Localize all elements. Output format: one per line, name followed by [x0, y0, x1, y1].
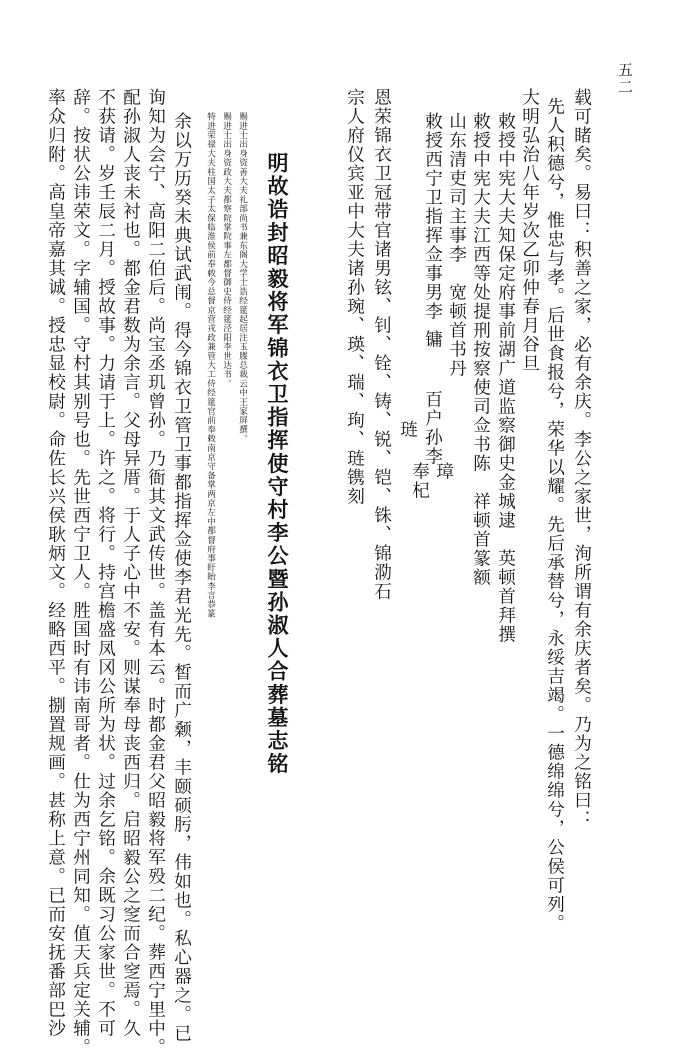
text-column: 率众归附。高皇帝嘉其诚。授忠显校尉。命佐长兴侯耿炳文。经略西平。捌置规画。甚称上意。已而安抚番部巴沙: [45, 88, 66, 1038]
credit-line: 特进荣禄大夫柱国太子太保临淮侯前奉敕今总督京营戎政兼管大工侍经筵官前奉敕南京守备掌两京左中都督府事盱眙李言恭篆: [205, 112, 216, 618]
credit-line: 赐进士出身资政大夫都察院掌院事左都督御史侍经筵泾阳李世达书。: [221, 112, 232, 388]
text-column: 敕授中宪大夫知保定府事前湖广道监察御史金城逮 英顿首拜撰: [495, 112, 516, 644]
credit-line: 赐进士出身资善大夫礼部尚书兼东阁大学士诰经筵起居注玉牒总裁云中王家屏撰。: [237, 112, 248, 444]
text-column: 敕授西宁卫指挥佥事男李: [422, 112, 443, 321]
name-yong: 镛: [422, 330, 443, 348]
name-lian: 琏: [397, 420, 418, 438]
text-column: 敕授中宪大夫江西等处提刑按察使司佥书陈 祥顿首篆额: [470, 112, 491, 587]
text-column: 宗人府仪宾亚中大夫诸孙琬、瑛、瑞、珣、琏镌刻: [344, 88, 365, 506]
text-column: 载可睹矣。易曰：积善之家，必有余庆。李公之家世，洵所谓有余庆者矣。乃为之铭曰：: [571, 88, 592, 829]
text-column: 辞。按状公讳荣文。字辅国。守村其别号也。先世西宁卫人。胜国时有讳南哥者。仕为西宁州同知。值天兵定关辅。: [70, 88, 91, 1057]
name-zhang: 璋: [433, 462, 454, 480]
text-column: 配孙淑人丧未衬也。都金君数为余言。父母异厝。于人子心中不安。则谋奉母丧西归。启昭毅公之窆而合窆焉。久: [120, 88, 141, 1038]
text-column: 山东清吏司主事李 宽顿首书丹: [446, 112, 467, 378]
page-title: 明故诰封昭毅将军锦衣卫指挥使守村李公暨孙淑人合葬墓志铭: [265, 152, 290, 776]
text-column: 余以万历癸未典试武闱。得今锦衣卫管卫事都指挥佥使李君光先。皙而广颡，丰颐硕肟，伟如也。私心器之。已: [171, 112, 192, 1043]
text-column: 大明弘治八年岁次乙卯仲春月谷旦: [519, 88, 540, 373]
name-baihu: 百户孙李: [422, 390, 443, 466]
text-column: 恩荣锦衣卫冠带官诸男铉、钊、铨、铸、锐、铠、铢、锦泐石: [371, 88, 392, 601]
page-number: 五二: [616, 62, 634, 96]
text-column: 先人积德兮，惟忠与孝。后世食报兮，荣华以耀。先后承替兮，永绥吉竭。一德绵绵兮，公侯可列。: [544, 97, 565, 933]
name-qi: 奉杞: [409, 462, 430, 500]
text-column: 询知为会宁、高阳二伯后。尚宝丞玑曾孙。乃衙其文武传世。盖有本云。时都金君父昭毅将军殁二纪。葬西宁里中。: [145, 88, 166, 1057]
text-column: 不获请。岁壬辰二月。授故事。力请于上。许之。将行。持宫檐盛凤冈公所为状。过余乞铭。余既习公家世。不可: [95, 88, 116, 1038]
